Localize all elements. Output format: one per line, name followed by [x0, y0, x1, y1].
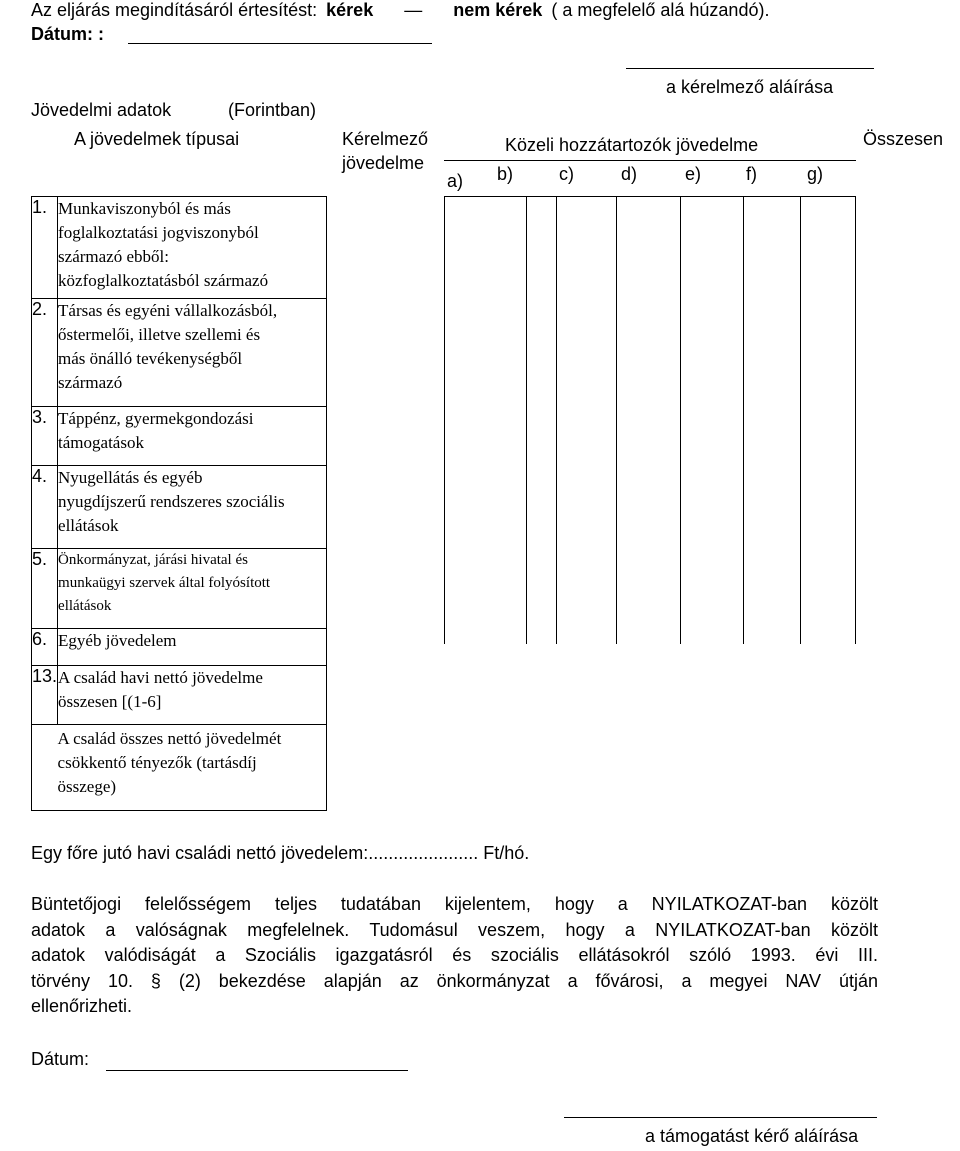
relatives-grid-top: [444, 196, 856, 197]
table-row: [32, 466, 327, 549]
row-number: 2.: [32, 299, 58, 407]
table-row: [32, 629, 327, 666]
row-label: Nyugellátás és egyéb nyugdíjszerű rendszeres szociális ellátások: [58, 466, 327, 549]
table-row: [32, 549, 327, 629]
support-signature-line[interactable]: [564, 1117, 877, 1118]
support-signature-label: a támogatást kérő aláírása: [645, 1126, 859, 1146]
date-field-2[interactable]: [106, 1048, 408, 1071]
row-label: Társas és egyéni vállalkozásból, őstermelői, illetve szellemi és más önálló tevékenységből származó: [58, 299, 327, 407]
relatives-grid-col: [526, 196, 527, 644]
col-f: f): [746, 164, 757, 184]
income-table: [31, 196, 327, 811]
declaration-line: adatok valódiságát a Szociális igazgatásról és szociális ellátásokról szóló 1993. évi III.: [31, 945, 878, 965]
date-field[interactable]: [128, 21, 432, 44]
col-g: g): [807, 164, 824, 184]
notice-line: [31, 0, 769, 21]
types-header: A jövedelmek típusai: [74, 129, 240, 149]
dash: —: [404, 0, 423, 20]
row-number: 5.: [32, 549, 58, 629]
relatives-grid-col: [444, 196, 445, 644]
col-d: d): [621, 164, 638, 184]
relatives-grid-col: [556, 196, 557, 644]
relatives-grid-col: [743, 196, 744, 644]
relatives-header: Közeli hozzátartozók jövedelme: [505, 135, 759, 155]
notice-label: Az eljárás megindításáról értesítést:: [31, 0, 318, 20]
col-e: e): [685, 164, 702, 184]
total-header: Összesen: [863, 129, 944, 149]
row-label: Önkormányzat, járási hivatal és munkaügyi szervek által folyósított ellátások: [58, 549, 327, 629]
row-label: Táppénz, gyermekgondozási támogatások: [58, 407, 327, 466]
row-number: 3.: [32, 407, 58, 466]
declaration-line: ellenőrizheti.: [31, 996, 133, 1016]
col-a: a): [447, 171, 464, 191]
table-row: [32, 725, 327, 811]
income-title: Jövedelmi adatok: [31, 100, 172, 120]
table-row: [32, 197, 327, 299]
table-row: [32, 666, 327, 725]
row-number: 1.: [32, 197, 58, 299]
date-label: Dátum: :: [31, 24, 104, 44]
row-number: 6.: [32, 629, 58, 666]
row-number: 4.: [32, 466, 58, 549]
col-b: b): [497, 164, 514, 184]
date-label-2: Dátum:: [31, 1049, 90, 1069]
row-label: Egyéb jövedelem: [58, 629, 327, 666]
note: ( a megfelelő alá húzandó).: [551, 0, 770, 20]
option-decline[interactable]: nem kérek: [453, 0, 543, 20]
applicant-header-2: jövedelme: [342, 153, 425, 173]
col-c: c): [559, 164, 574, 184]
row-number: [32, 725, 58, 811]
relatives-grid-col: [855, 196, 856, 644]
relatives-grid-col: [616, 196, 617, 644]
row-label: Munkaviszonyból és más foglalkoztatási jogviszonyból származó ebből: közfoglalkoztatásból származó: [58, 197, 327, 299]
declaration-line: adatok a valóságnak megfelelnek. Tudomásul veszem, hogy a NYILATKOZAT-ban közölt: [31, 919, 878, 940]
applicant-header-1: Kérelmező: [342, 129, 429, 149]
declaration-line: törvény 10. § (2) bekezdése alapján az önkormányzat a fővárosi, a megyei NAV útján: [31, 970, 878, 991]
option-request[interactable]: kérek: [326, 0, 374, 20]
relatives-grid-col: [800, 196, 801, 644]
table-row: [32, 299, 327, 407]
table-row: [32, 407, 327, 466]
relatives-header-rule: [444, 160, 856, 161]
declaration: [31, 892, 878, 1020]
declaration-line: Büntetőjogi felelősségem teljes tudatában kijelentem, hogy a NYILATKOZAT-ban közölt: [31, 894, 878, 914]
row-label: A család összes nettó jövedelmét csökkentő tényezők (tartásdíj összege): [58, 725, 327, 811]
row-number: 13.: [32, 666, 58, 725]
relatives-grid-col: [680, 196, 681, 644]
currency-label: (Forintban): [228, 100, 317, 120]
applicant-signature-label: a kérelmező aláírása: [666, 77, 834, 97]
per-capita-income: Egy főre jutó havi családi nettó jövedelem:...................... Ft/hó.: [31, 843, 530, 863]
applicant-signature-line[interactable]: [626, 68, 874, 69]
row-label: A család havi nettó jövedelme összesen [(1-6]: [58, 666, 327, 725]
